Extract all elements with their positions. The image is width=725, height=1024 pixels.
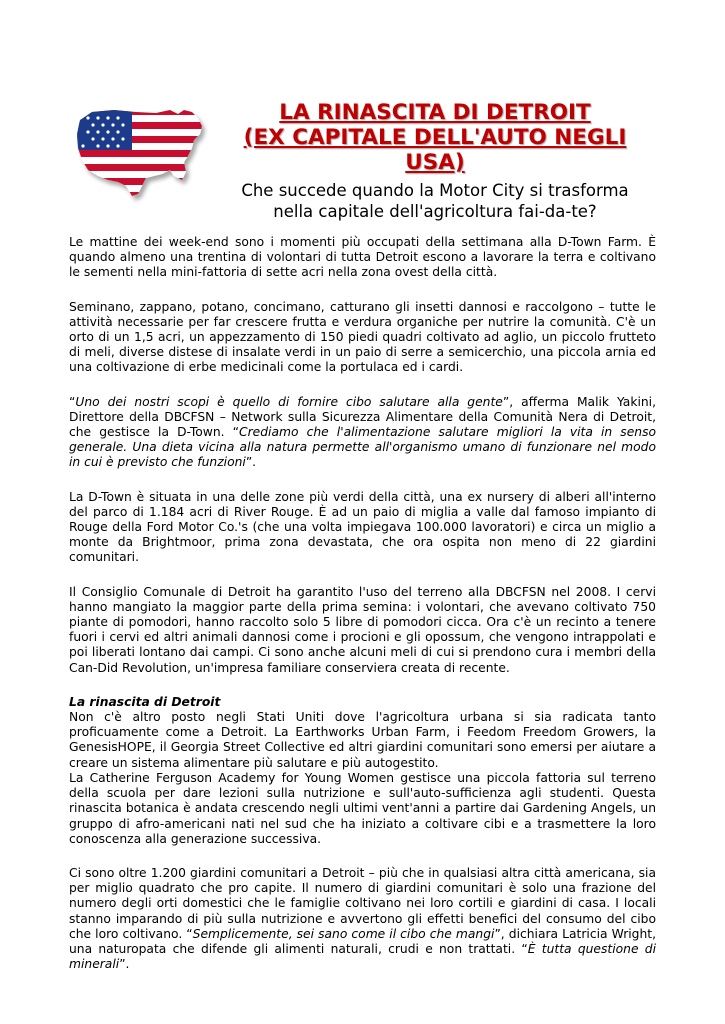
paragraph-8: [69, 866, 656, 972]
title-line: (EX CAPITALE DELL'AUTO NEGLI: [243, 125, 627, 150]
subtitle-line: Che succede quando la Motor City si trasforma: [241, 181, 629, 200]
subtitle-line: nella capitale dell'agricoltura fai-da-te?: [273, 202, 597, 221]
quote-text: Uno dei nostri scopi è quello di fornire cibo salutare alla gente: [75, 394, 503, 409]
title-line: LA RINASCITA DI DETROIT: [279, 100, 591, 125]
section-heading: La rinascita di Detroit: [69, 694, 221, 709]
us-flag-map-icon: [74, 100, 208, 204]
quote-close: ”.: [245, 455, 257, 470]
paragraph-6: Non c'è altro posto negli Stati Uniti dove l'agricoltura urbana si sia radicata tanto proficuamente come a Detroit. La Earthworks Urban Farm, i Feedom Freedom Growers, la GenesisHOPE, il Georgia Street Collective ed altri giardini comunitari sono emersi per aiutare a creare un sistema alimentare più salutare e più autogestito.: [69, 710, 656, 770]
quote-close: ”.: [119, 957, 130, 972]
paragraph-2: Seminano, zappano, potano, concimano, catturano gli insetti dannosi e raccolgono – tutte le attività necessarie per far crescere frutta e verdura organiche per nutrire la comunità. C'è un orto di un 1,5 acri, un appezzamento di 150 piedi quadri coltivato ad aglio, un piccolo frutteto di meli, diverse distese di insalate verdi in un paio di serre a semicerchio, una piccola arnia ed una coltivazione di erbe medicinali come la portulaca ed i cardi.: [69, 299, 656, 375]
paragraph-text: ”, afferma Malik Yakini, Direttore della DBCFSN – Network sulla Sicurezza Alimentare della Comunità Nera di Detroit, che gestisce la D-Town. “: [69, 394, 656, 440]
paragraph-text: Ci sono oltre 1.200 giardini comunitari a Detroit – più che in qualsiasi altra città americana, sia per miglio quadrato che pro capite. Il numero di giardini comunitari è solo una frazione del numero degli orti domestici che le famiglie coltivano nei loro cortili e giardini di casa. I locali stanno imparando di più sulla nutrizione e avvertono gli effetti benefici del consumo del cibo che loro coltivano. “: [69, 865, 656, 941]
paragraph-text: ”, dichiara Latricia Wright, una naturopata che difende gli alimenti naturali, crudi e non trattati. “: [69, 926, 656, 956]
quote-text: Crediamo che l'alimentazione salutare migliori la vita in senso generale. Una dieta vicina alla natura permette all'organismo umano di funzionare nel modo in cui è previsto che funzioni: [69, 425, 656, 470]
paragraph-4: La D-Town è situata in una delle zone più verdi della città, una ex nursery di alberi all'interno del parco di 1.184 acri di River Rouge. È ad un paio di miglia a valle dal famoso impianto di Rouge della Ford Motor Co.'s (che una volta impiegava 100.000 lavoratori) e circa un miglio a monte da Brightmoor, prima zona devastata, che ora ospita non meno di 22 giardini comunitari.: [69, 489, 656, 565]
paragraph-3: [69, 395, 656, 471]
subtitle: [218, 180, 652, 222]
quote-text: Semplicemente, sei sano come il cibo che mangi: [192, 926, 495, 941]
quote-text: È tutta questione di minerali: [69, 941, 656, 972]
paragraph-5: Il Consiglio Comunale di Detroit ha garantito l'uso del terreno alla DBCFSN nel 2008. I cervi hanno mangiato la maggior parte della prima semina: i volontari, che avevano coltivato 750 piante di pomodori, hanno raccolto solo 5 libre di pomodori cicca. Ora c'è un recinto a tenere fuori i cervi ed altri animali dannosi come i procioni e gli opossum, che vengono intrappolati e poi liberati lontano dai campi. Ci sono anche alcuni meli di cui si prendono cura i membri della Can-Did Revolution, un'impresa familiare conserviera creata di recente.: [69, 584, 656, 675]
title-line: USA): [405, 150, 465, 175]
article-body: [69, 235, 656, 991]
quote-open: “: [69, 394, 76, 409]
paragraph-1: Le mattine dei week-end sono i momenti più occupati della settimana alla D-Town Farm. È quando almeno una trentina di volontari di tutta Detroit escono a lavorare la terra e coltivano le sementi nella mini-fattoria di sette acri nella zona ovest della città.: [69, 235, 656, 280]
page-title: [215, 100, 655, 175]
paragraph-7: La Catherine Ferguson Academy for Young Women gestisce una piccola fattoria sul terreno della scuola per dare lezioni sulla nutrizione e sull'auto-sufficienza agli studenti. Questa rinascita botanica è andata crescendo negli ultimi vent'anni a partire dai Gardening Angels, un gruppo di afro-americani nati nel sud che ha iniziato a coltivare cibi e a trasmettere la loro conoscenza alla generazione successiva.: [69, 770, 656, 846]
